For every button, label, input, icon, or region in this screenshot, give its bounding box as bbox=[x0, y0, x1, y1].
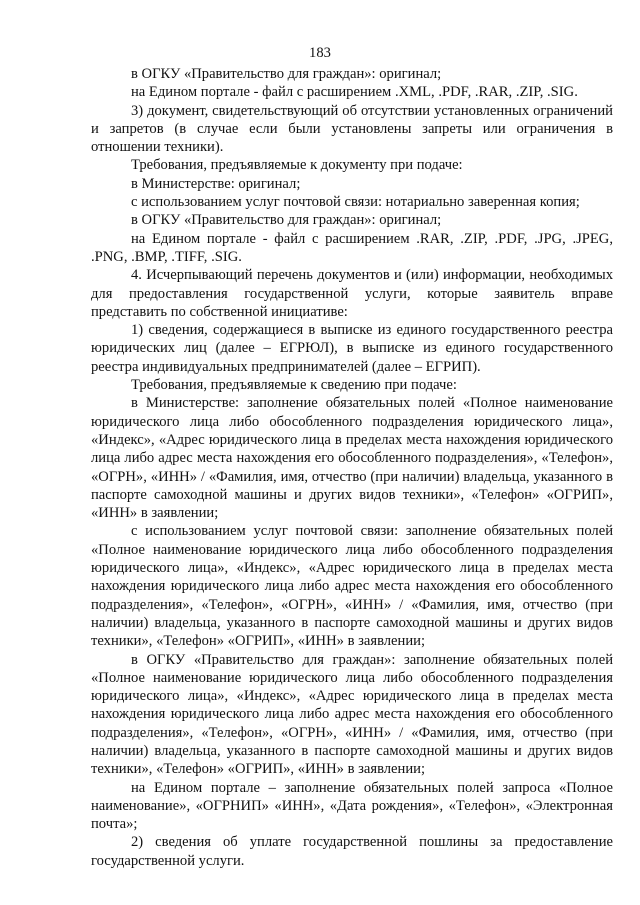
paragraph-postal-copy: с использованием услуг почтовой связи: нотариально заверенная копия; bbox=[131, 194, 580, 211]
paragraph-ogku-original: в ОГКУ «Правительство для граждан»: оригинал; bbox=[131, 212, 442, 229]
paragraph-portal-file-types: на Едином портале - файл с расширением .XML, .PDF, .RAR, .ZIP, .SIG. bbox=[131, 84, 578, 101]
paragraph-item-2-fee: 2) сведения об уплате государственной пошлины за предоставление государственной услуги. bbox=[91, 834, 613, 869]
page-number: 183 bbox=[309, 45, 331, 61]
document-body bbox=[91, 65, 613, 870]
paragraph-ministry-original: в Министерстве: оригинал; bbox=[131, 175, 301, 192]
paragraph-ministry-fields: в Министерстве: заполнение обязательных полей «Полное наименование юридического лица либо обособленного подразделения юридического лица», «Индекс», «Адрес юридического лица в пределах места нахождения юридического лица либо адрес места нахождения его обособленного подразделения», «Телефон», «ОГРН», «ИНН» / «Фамилия, имя, отчество (при наличии) владельца, указанного в паспорте самоходной машины и других видов техники», «Телефон» «ОГРИП», «ИНН» в заявлении; bbox=[91, 395, 613, 522]
paragraph-item-1-egrul: 1) сведения, содержащиеся в выписке из единого государственного реестра юридических лиц (далее – ЕГРЮЛ), в выписке из единого государственного реестра индивидуальных предпринимателей (далее – ЕГРИП). bbox=[91, 322, 613, 375]
paragraph-requirements-heading: Требования, предъявляемые к документу при подаче: bbox=[131, 157, 463, 174]
paragraph-portal-file-types-2: на Едином портале - файл с расширением .RAR, .ZIP, .PDF, .JPG, .JPEG, .PNG, .BMP, .TIFF, .SIG. bbox=[91, 230, 613, 265]
paragraph-item-4: 4. Исчерпывающий перечень документов и (или) информации, необходимых для предоставления государственной услуги, которые заявитель вправе представить по собственной инициативе: bbox=[91, 267, 613, 320]
paragraph-original-ogku: в ОГКУ «Правительство для граждан»: оригинал; bbox=[131, 66, 442, 82]
paragraph-info-requirements-heading: Требования, предъявляемые к сведению при подаче: bbox=[131, 377, 457, 394]
paragraph-ogku-fields: в ОГКУ «Правительство для граждан»: заполнение обязательных полей «Полное наименование юридического лица либо обособленного подразделения юридического лица», «Индекс», «Адрес юридического лица в пределах места нахождения юридического лица либо адрес места нахождения его обособленного подразделения», «Телефон», «ОГРН», «ИНН» / «Фамилия, имя, отчество (при наличии) владельца, указанного в паспорте самоходной машины и других видов техники», «Телефон» «ОГРИП», «ИНН» в заявлении; bbox=[91, 651, 613, 778]
paragraph-portal-fields: на Едином портале – заполнение обязательных полей запроса «Полное наименование», «ОГРНИП» «ИНН», «Дата рождения», «Телефон», «Электронная почта»; bbox=[91, 779, 613, 833]
paragraph-item-3: 3) документ, свидетельствующий об отсутствии установленных ограничений и запретов (в случае если были установлены запреты или ограничения в отношении техники). bbox=[91, 102, 613, 156]
paragraph-postal-fields: с использованием услуг почтовой связи: заполнение обязательных полей «Полное наименование юридического лица либо обособленного подразделения юридического лица», «Индекс», «Адрес юридического лица в пределах места нахождения юридического лица либо адрес места нахождения его обособленного подразделения», «Телефон», «ОГРН», «ИНН» / «Фамилия, имя, отчество (при наличии) владельца, указанного в паспорте самоходной машины и других видов техники», «Телефон» «ОГРИП», «ИНН» в заявлении; bbox=[91, 523, 613, 650]
